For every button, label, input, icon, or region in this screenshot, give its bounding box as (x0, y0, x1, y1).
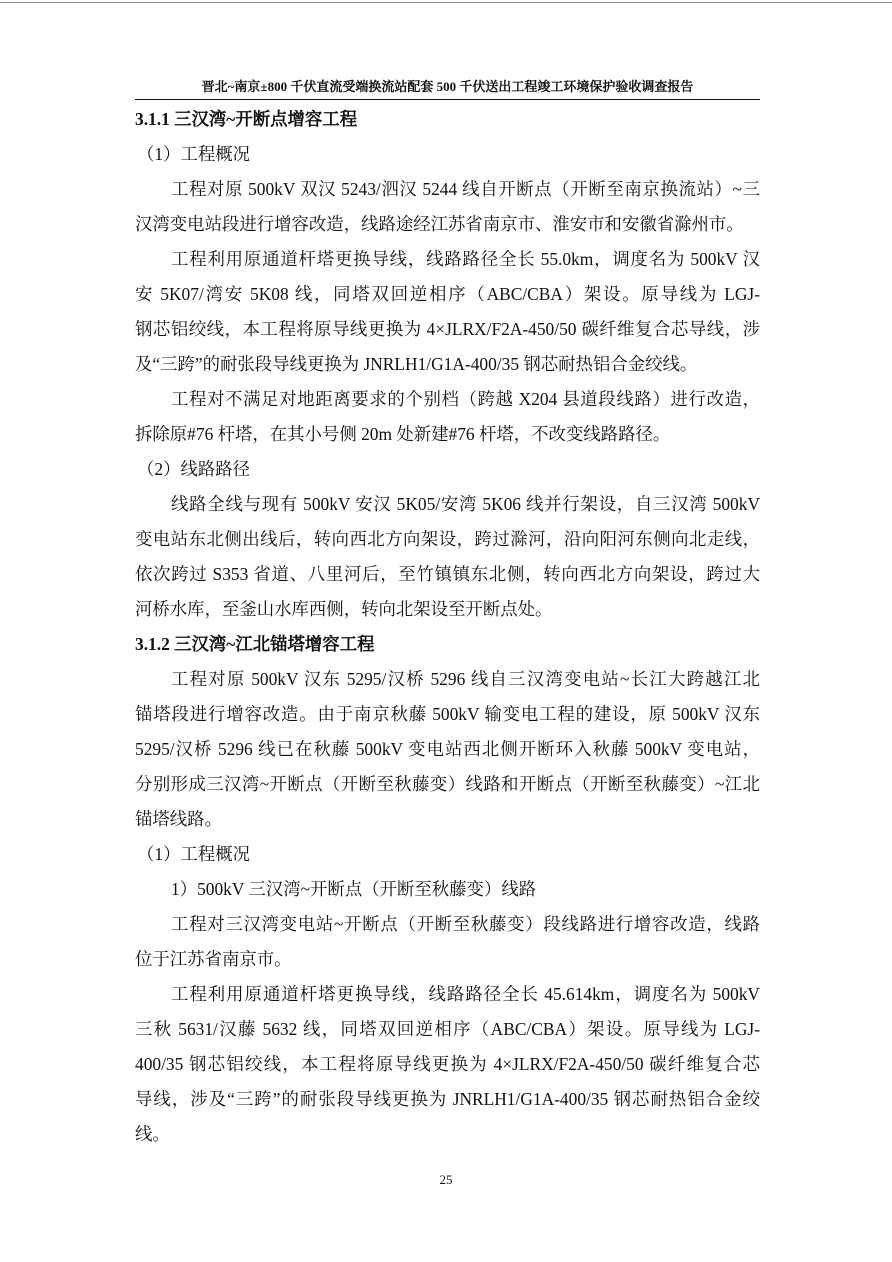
text-line: 位于江苏省南京市。 (135, 949, 292, 969)
paragraph (135, 977, 760, 1152)
document-body (135, 102, 760, 1152)
text-line: 锚塔线路。 (135, 809, 222, 829)
text-line: 汉湾变电站段进行增容改造，线路途经江苏省南京市、淮安市和安徽省滁州市。 (135, 214, 744, 234)
text-line: 工程对不满足对地距离要求的个别档（跨越 X204 县道段线路）进行改造， (171, 389, 760, 409)
paragraph (135, 172, 760, 242)
text-line: 变电站东北侧出线后，转向西北方向架设，跨过滁河，沿向阳河东侧向北走线， (135, 529, 760, 549)
text-line: 工程利用原通道杆塔更换导线，线路路径全长 45.614km，调度名为 500kV (171, 984, 760, 1004)
text-line: 三秋 5631/汉藤 5632 线，同塔双回逆相序（ABC/CBA）架设。原导线为 LGJ- (135, 1019, 760, 1039)
text-line: 工程对原 500kV 汉东 5295/汉桥 5296 线自三汉湾变电站~长江大跨越江北 (171, 669, 760, 689)
text-line: 线路全线与现有 500kV 安汉 5K05/安湾 5K06 线并行架设，自三汉湾 500kV (171, 494, 760, 514)
header-rule (135, 99, 760, 100)
text-line: 线。 (135, 1124, 170, 1144)
text-line: 拆除原#76 杆塔，在其小号侧 20m 处新建#76 杆塔，不改变线路路径。 (135, 424, 671, 444)
text-line: 5295/汉桥 5296 线已在秋藤 500kV 变电站西北侧开断环入秋藤 500kV 变电站， (135, 739, 760, 759)
text-line: 安 5K07/湾安 5K08 线，同塔双回逆相序（ABC/CBA）架设。原导线为 LGJ- (135, 284, 760, 304)
subsection-title: （1）工程概况 (137, 844, 251, 864)
section-heading: 3.1.1 三汉湾~开断点增容工程 (135, 109, 358, 129)
section-heading: 3.1.2 三汉湾~江北锚塔增容工程 (135, 634, 375, 654)
page-number: 25 (439, 1172, 453, 1187)
text-line: 400/35 钢芯铝绞线，本工程将原导线更换为 4×JLRX/F2A-450/50 碳纤维复合芯 (135, 1054, 760, 1074)
item-title: 1）500kV 三汉湾~开断点（开断至秋藤变）线路 (171, 879, 537, 899)
running-header: 晋北~南京±800 千伏直流受端换流站配套 500 千伏送出工程竣工环境保护验收调查报告 (201, 79, 694, 94)
subsection-title: （2）线路路径 (137, 459, 251, 479)
text-line: 及“三跨”的耐张段导线更换为 JNRLH1/G1A-400/35 钢芯耐热铝合金绞线。 (135, 354, 698, 374)
paragraph (135, 382, 760, 452)
text-line: 河桥水库，至釜山水库西侧，转向北架设至开断点处。 (135, 599, 553, 619)
text-line: 工程对原 500kV 双汉 5243/泗汉 5244 线自开断点（开断至南京换流站）~三 (171, 179, 760, 199)
text-line: 工程利用原通道杆塔更换导线，线路路径全长 55.0km，调度名为 500kV 汉 (171, 249, 760, 269)
paragraph (135, 907, 760, 977)
paragraph (135, 242, 760, 382)
text-line: 锚塔段进行增容改造。由于南京秋藤 500kV 输变电工程的建设，原 500kV 汉东 (135, 704, 760, 724)
text-line: 依次跨过 S353 省道、八里河后，至竹镇镇东北侧，转向西北方向架设，跨过大 (135, 564, 760, 584)
text-line: 导线，涉及“三跨”的耐张段导线更换为 JNRLH1/G1A-400/35 钢芯耐热铝合金绞 (135, 1089, 760, 1109)
text-line: 分别形成三汉湾~开断点（开断至秋藤变）线路和开断点（开断至秋藤变）~江北 (135, 774, 760, 794)
top-border-line (0, 2, 892, 3)
text-line: 工程对三汉湾变电站~开断点（开断至秋藤变）段线路进行增容改造，线路 (171, 914, 760, 934)
paragraph (135, 662, 760, 837)
text-line: 钢芯铝绞线，本工程将原导线更换为 4×JLRX/F2A-450/50 碳纤维复合芯导线，涉 (135, 319, 760, 339)
subsection-title: （1）工程概况 (137, 144, 251, 164)
paragraph (135, 487, 760, 627)
